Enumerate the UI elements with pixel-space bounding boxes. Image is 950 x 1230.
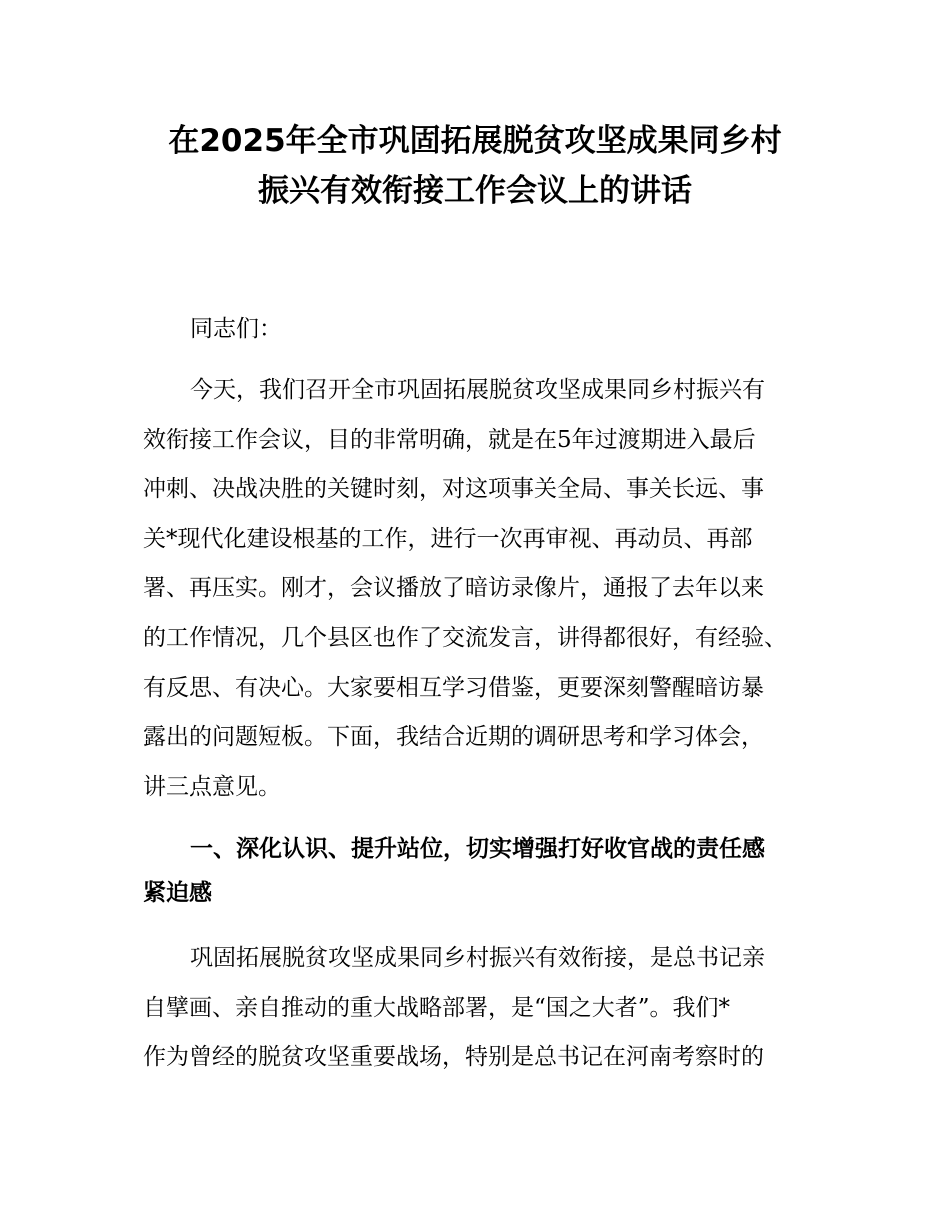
- greeting: [143, 305, 823, 355]
- paragraph-line: 冲刺、决战决胜的关键时刻，对这项事关全局、事关长远、事: [143, 476, 764, 503]
- greeting-text: 同志们：: [190, 316, 282, 342]
- paragraph-line: 的工作情况，几个县区也作了交流发言，讲得都很好，有经验、: [143, 624, 787, 651]
- paragraph-section-1: [143, 934, 823, 1083]
- section-heading-1: [143, 827, 823, 915]
- paragraph-line: 露出的问题短板。下面，我结合近期的调研思考和学习体会，: [143, 724, 764, 751]
- title-line-1: 在2025年全市巩固拓展脱贫攻坚成果同乡村: [168, 123, 782, 159]
- title-line-2: 振兴有效衔接工作会议上的讲话: [258, 173, 692, 209]
- paragraph-line: 巩固拓展脱贫攻坚成果同乡村振兴有效衔接，是总书记亲: [190, 945, 765, 971]
- heading-line: 紧迫感: [143, 880, 212, 906]
- paragraph-line: 关*现代化建设根基的工作，进行一次再审视、再动员、再部: [143, 525, 753, 552]
- heading-line: 一、深化认识、提升站位，切实增强打好收官战的责任感: [190, 836, 765, 862]
- paragraph-line: 讲三点意见。: [143, 773, 281, 800]
- paragraph-line: 今天，我们召开全市巩固拓展脱贫攻坚成果同乡村振兴有: [190, 377, 765, 403]
- paragraph-line: 有反思、有决心。大家要相互学习借鉴，更要深刻警醒暗访暴: [143, 674, 764, 701]
- paragraph-line: 作为曾经的脱贫攻坚重要战场，特别是总书记在河南考察时的: [143, 1044, 764, 1071]
- paragraph-line: 效衔接工作会议，目的非常明确，就是在5年过渡期进入最后: [143, 426, 756, 453]
- paragraph-line: 署、再压实。刚才，会议播放了暗访录像片，通报了去年以来: [143, 575, 764, 602]
- paragraph-line: 自擘画、亲自推动的重大战略部署，是“国之大者”。我们*: [143, 994, 731, 1021]
- paragraph-opening: [143, 366, 823, 812]
- document-title: [100, 116, 850, 216]
